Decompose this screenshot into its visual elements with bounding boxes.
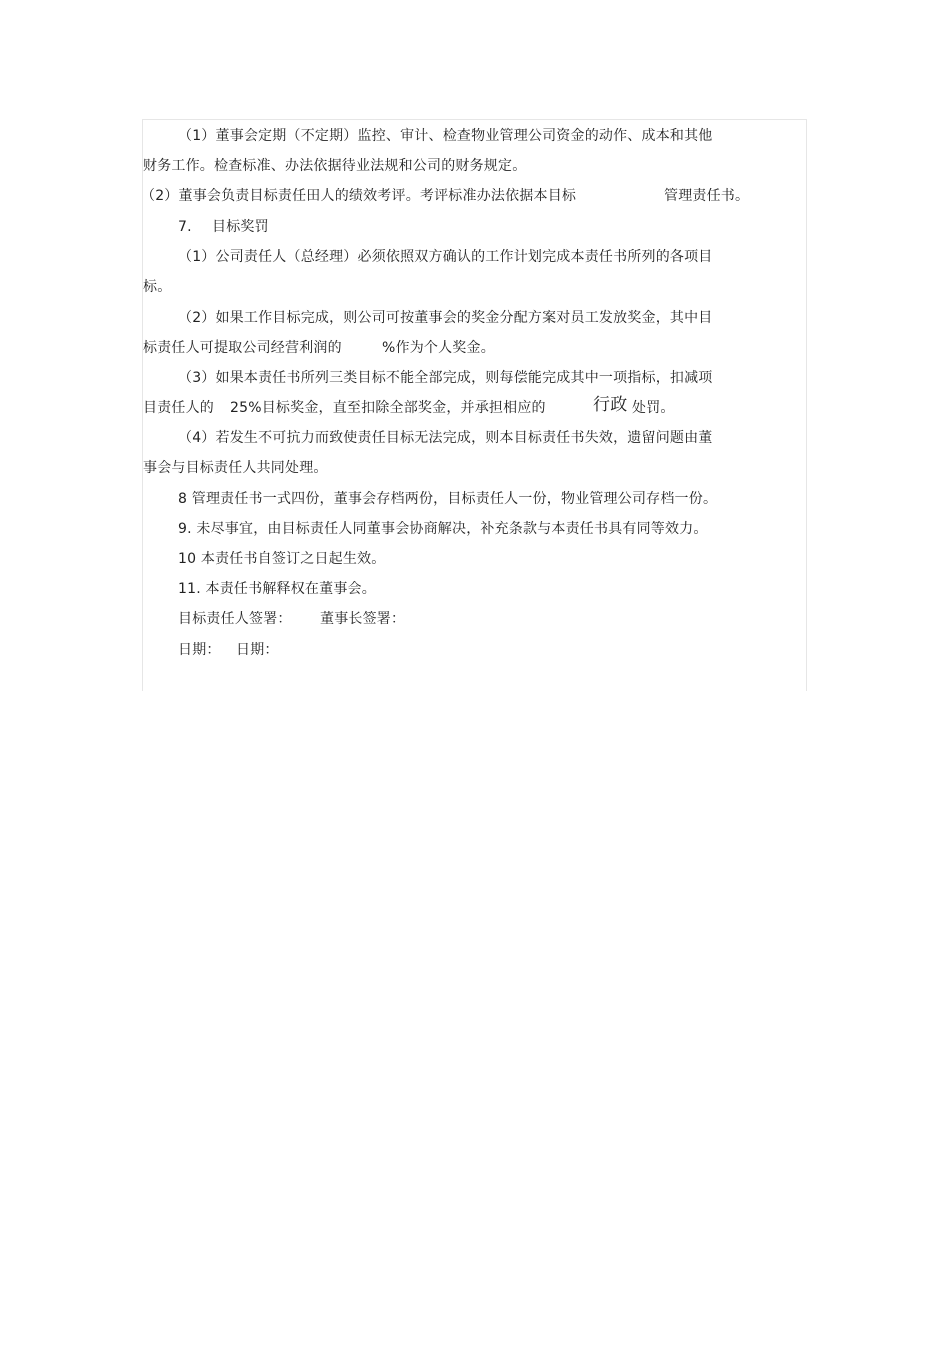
p2-text-a: （2）董事会负责目标责任田人的绩效考评。考评标准办法依据本目标 [141,188,577,204]
section10: 10 本责任书自签订之日起生效。 [178,551,386,567]
reward4-line1: （4）若发生不可抗力而致使责任目标无法完成，则本目标责任书失效，遗留问题由董 [178,430,713,446]
reward1-line2: 标。 [143,279,172,295]
section8: 8 管理责任书一式四份，董事会存档两份，目标责任人一份，物业管理公司存档一份。 [178,491,718,507]
reward3-line1: （3）如果本责任书所列三类目标不能全部完成，则每偿能完成其中一项指标，扣减项 [178,370,713,386]
signature-target-label: 目标责任人签署： [178,611,292,627]
p2-text-b: 管理责任书。 [664,188,750,204]
reward2-line1: （2）如果工作目标完成，则公司可按董事会的奖金分配方案对员工发放奖金，其中目 [178,310,713,326]
section7-title: 目标奖罚 [212,219,269,235]
reward2-line2-b: %作为个人奖金。 [382,340,495,356]
section7-number: 7. [178,219,192,235]
signature-chair-label: 董事长签署： [320,611,406,627]
reward4-line2: 事会与目标责任人共同处理。 [143,460,328,476]
p1-line1: （1）董事会定期（不定期）监控、审计、检查物业管理公司资金的动作、成本和其他 [178,128,713,144]
reward3-line2-d: 处罚。 [632,400,675,416]
date-label-2: 日期： [236,642,279,658]
reward2-line2-a: 标责任人可提取公司经营利润的 [143,340,342,356]
date-label-1: 日期： [178,642,221,658]
reward1-line1: （1）公司责任人（总经理）必须依照双方确认的工作计划完成本责任书所列的各项目 [178,249,713,265]
reward3-line2-b: 25%目标奖金，直至扣除全部奖金，并承担相应的 [230,400,546,416]
section11: 11. 本责任书解释权在董事会。 [178,581,376,597]
section9: 9. 未尽事宜，由目标责任人同董事会协商解决，补充条款与本责任书具有同等效力。 [178,521,708,537]
p1-line2: 财务工作。检查标准、办法依据待业法规和公司的财务规定。 [143,158,527,174]
reward3-line2-a: 目责任人的 [143,400,214,416]
reward3-line2-c: 行政 [593,395,628,415]
